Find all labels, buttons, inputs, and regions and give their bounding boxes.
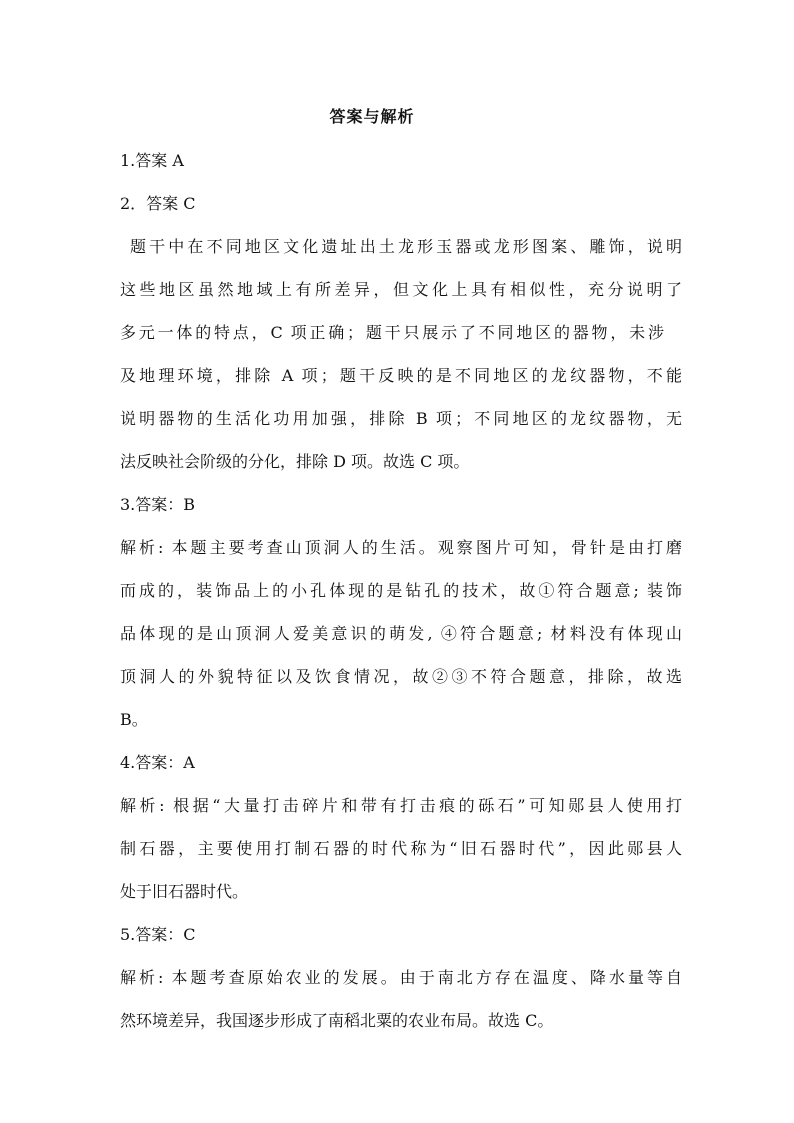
explanation-3-line-2: 而成的，装饰品上的小孔体现的是钻孔的技术，故①符合题意; 装饰 [120, 581, 682, 600]
page-title: 答案与解析 [329, 107, 415, 126]
answer-4-line: 4.答案：A [120, 753, 195, 772]
explanation-5-line-1: 解析: 本题考查原始农业的发展。由于南北方存在温度、降水量等自 [120, 968, 682, 987]
explanation-3-line-5: B。 [120, 710, 148, 729]
explanation-3-line-3: 品体现的是山顶洞人爱美意识的萌发, ④符合题意; 材料没有体现山 [120, 624, 682, 643]
answer-1-line: 1.答案 A [120, 151, 184, 170]
explanation-2-line-2: 这些地区虽然地域上有所差异，但文化上具有相似性，充分说明了 [120, 280, 682, 299]
answer-3-line: 3.答案：B [120, 495, 196, 514]
explanation-2-line-5: 说明器物的生活化功用加强，排除 B 项；不同地区的龙纹器物，无 [120, 409, 682, 428]
answer-5-line: 5.答案：C [120, 925, 196, 944]
explanation-2-line-1: 题干中在不同地区文化遗址出土龙形玉器或龙形图案、雕饰，说明 [130, 237, 682, 256]
explanation-4-line-3: 处于旧石器时代。 [120, 882, 249, 901]
explanation-4-line-1: 解析: 根据“大量打击碎片和带有打击痕的砾石”可知郧县人使用打 [120, 796, 682, 815]
explanation-2-line-6: 法反映社会阶级的分化，排除 D 项。故选 C 项。 [120, 452, 470, 471]
explanation-3-line-1: 解析: 本题主要考查山顶洞人的生活。观察图片可知，骨针是由打磨 [120, 538, 682, 557]
explanation-4-line-2: 制石器，主要使用打制石器的时代称为“旧石器时代”，因此郧县人 [120, 839, 682, 858]
explanation-5-line-2: 然环境差异，我国逐步形成了南稻北粟的农业布局。故选 C。 [120, 1011, 554, 1030]
answer-2-line: 2．答案 C [120, 194, 196, 213]
explanation-3-line-4: 顶洞人的外貌特征以及饮食情况，故②③不符合题意，排除，故选 [120, 667, 682, 686]
explanation-2-line-4: 及地理环境，排除 A 项；题干反映的是不同地区的龙纹器物，不能 [120, 366, 682, 385]
explanation-2-line-3: 多元一体的特点，C 项正确；题干只展示了不同地区的器物，未涉 [120, 323, 664, 342]
